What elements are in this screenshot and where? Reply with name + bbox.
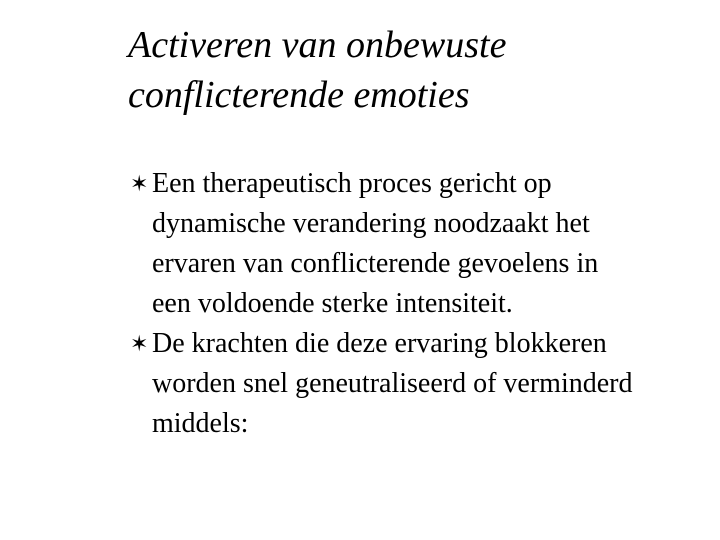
bullet-1-line-2: dynamische verandering noodzaakt het [152,208,590,239]
bullet-2-line-3: middels: [152,408,249,439]
bullet-2-line-2: worden snel geneutraliseerd of verminderd [152,368,633,399]
bullet-1-line-3: ervaren van conflicterende gevoelens in [152,248,599,279]
star-bullet-icon: ✶ [130,171,149,196]
slide-title [128,20,688,120]
bullet-1-line-4: een voldoende sterke intensiteit. [152,288,513,319]
bullet-item-1 [130,164,710,324]
bullet-2-line-1: De krachten die deze ervaring blokkeren [152,328,607,359]
slide-title-line-2: conflicterende emoties [128,74,470,116]
bullet-list [130,164,710,444]
slide-title-line-1: Activeren van onbewuste [128,24,507,66]
bullet-item-2 [130,324,710,444]
star-bullet-icon: ✶ [130,331,149,356]
bullet-1-line-1: Een therapeutisch proces gericht op [152,168,552,199]
